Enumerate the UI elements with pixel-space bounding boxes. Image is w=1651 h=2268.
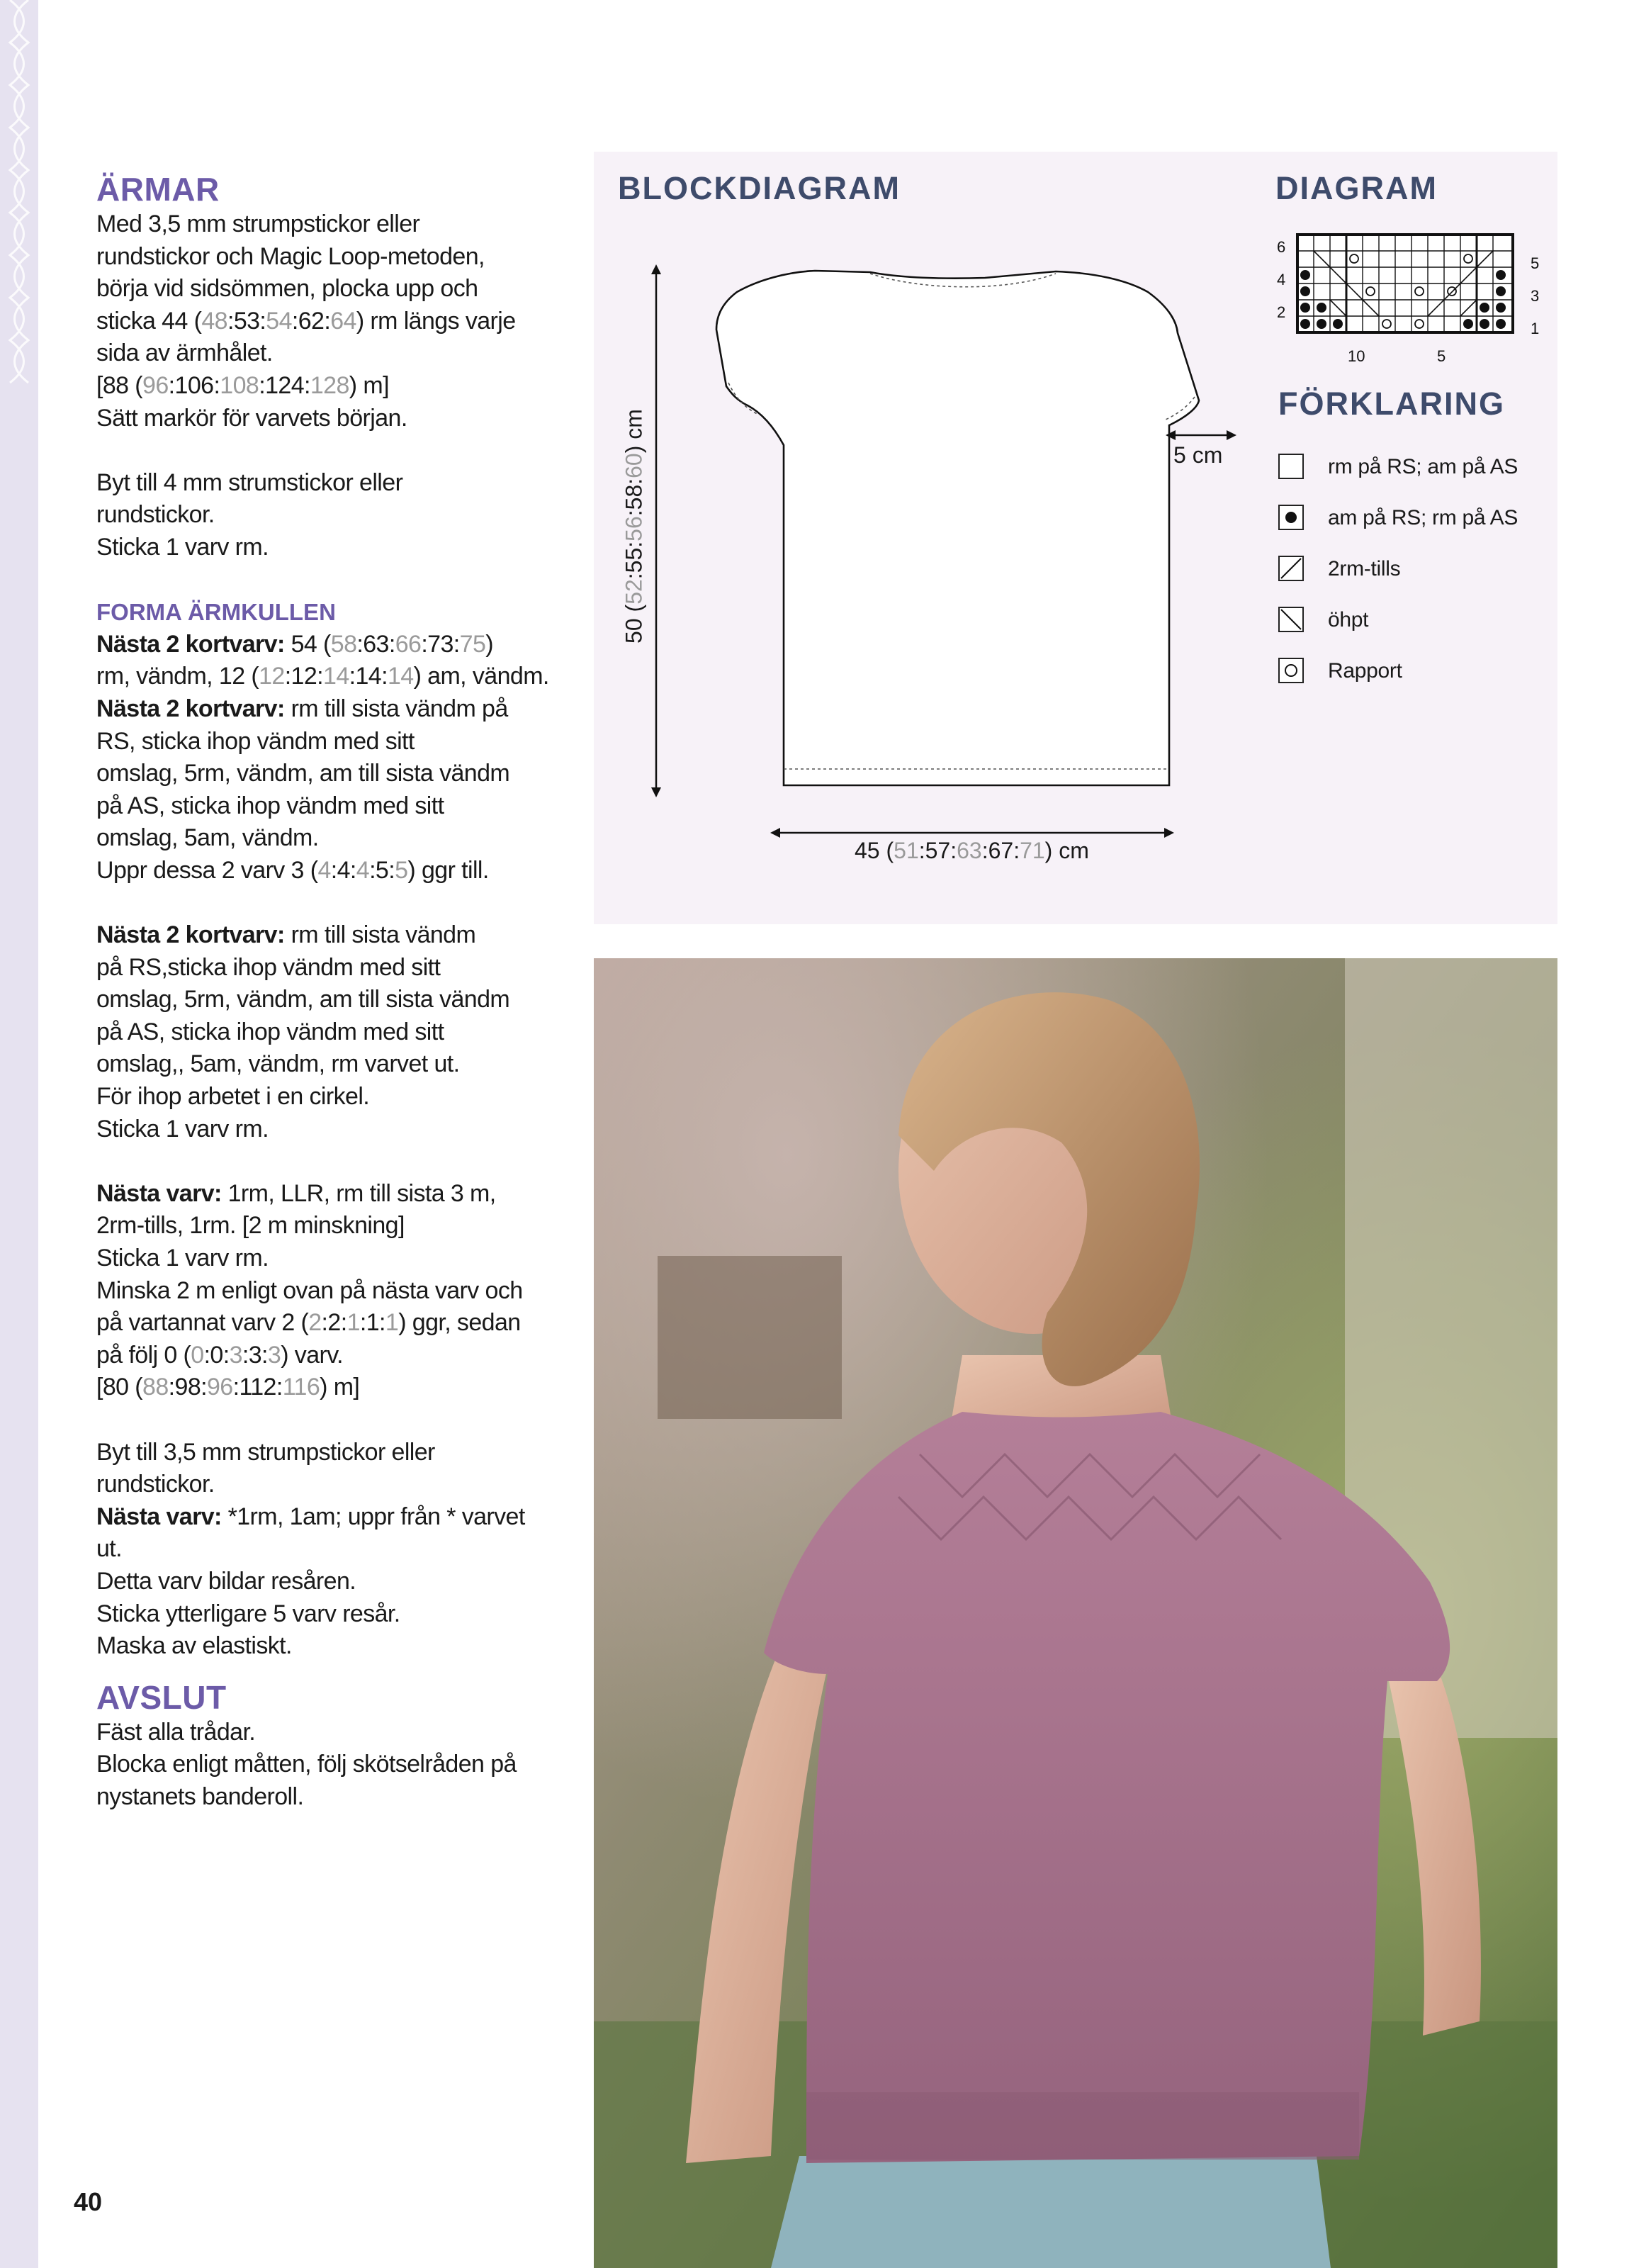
size-line: sticka 44 (48:53:54:62:64) rm längs varje <box>96 307 516 335</box>
page-number: 40 <box>74 2187 103 2216</box>
column-number: 5 <box>1437 347 1446 365</box>
sweater-outline <box>716 271 1199 785</box>
open-circle-icon <box>1278 658 1304 683</box>
row-number: 1 <box>1531 320 1540 337</box>
subheading-forma-armkullen: FORMA ÄRMKULLEN <box>96 599 336 626</box>
empty-square-icon <box>1278 454 1304 479</box>
decrease-paragraph: Nästa varv: 1rm, LLR, rm till sista 3 m, 2rm-tills, 1rm. [2 m minskning] Sticka 1 varv rm. Minska 2 m enligt ovan på nästa varv och på vartannat varv 2 (2:2:1:1:1) ggr, sedan på följ 0 (0:0:3:3:3) varv. [80 (88:98:96:112:116) m] <box>96 1179 523 1401</box>
ribbing-paragraph: Byt till 3,5 mm strumpstickor eller rundstickor. Nästa varv: *1rm, 1am; uppr från * varvet ut. Detta varv bildar resåren. Sticka ytterligare 5 varv resår. Maska av elastiskt. <box>96 1438 525 1660</box>
woman-wearing-knitted-top-image <box>594 958 1557 2268</box>
armar-paragraph-1: Med 3,5 mm strumpstickor eller rundstickor och Magic Loop-metoden, börja vid sidsömmen, plocka upp och sticka 44 (48:53:54:62:64) rm längs varje sida av ärmhålet. [88 (96:106:108:124:128) m] Sätt markör för varvets början. <box>96 208 564 434</box>
width-label: 45 (51:57:63:67:71) cm <box>855 838 1089 863</box>
row-number: 5 <box>1531 254 1540 272</box>
column-number: 10 <box>1348 347 1365 365</box>
section-heading-armar: ÄRMAR <box>96 171 220 208</box>
row-number: 6 <box>1277 238 1286 256</box>
blockdiagram-title: BLOCKDIAGRAM <box>618 170 901 206</box>
slash-left-icon <box>1278 607 1304 632</box>
filled-dot-icon <box>1278 505 1304 530</box>
row-number: 2 <box>1277 303 1286 321</box>
row-number: 3 <box>1531 287 1540 305</box>
slash-right-icon <box>1278 556 1304 581</box>
section-heading-avslut: AVSLUT <box>96 1678 227 1716</box>
size-line: [88 (96:106:108:124:128) m] <box>96 371 389 399</box>
legend-title: FÖRKLARING <box>1278 386 1505 422</box>
row-number: 4 <box>1277 271 1286 288</box>
knitting-chart <box>1261 227 1545 376</box>
avslut-paragraph: Fäst alla trådar. Blocka enligt måtten, följ skötselråden på nystanets banderoll. <box>96 1718 517 1810</box>
model-photo <box>594 958 1557 2268</box>
shortrow-paragraph: Nästa 2 kortvarv: rm till sista vändm på RS,sticka ihop vändm med sitt omslag, 5rm, vändm, am till sista vändm på AS, sticka ihop vändm med sitt omslag,, 5am, vändm, rm varvet ut. För ihop arbetet i en cirkel. Sticka 1 varv rm. <box>96 921 510 1143</box>
forma-paragraph: Nästa 2 kortvarv: 54 (58:63:66:73:75) rm, vändm, 12 (12:12:14:14:14) am, vändm. Nästa 2 kortvarv: rm till sista vändm på RS, sticka ihop vändm med sitt omslag, 5rm, vändm, am till sista vändm på AS, sticka ihop vändm med sitt omslag, 5am, vändm. Uppr dessa 2 varv 3 (4:4:4:5:5) ggr till. <box>96 630 549 884</box>
armar-paragraph-2: Byt till 4 mm strumstickor eller rundstickor. Sticka 1 varv rm. <box>96 468 403 561</box>
sleeve-width-label: 5 cm <box>1173 442 1223 468</box>
chart-title: DIAGRAM <box>1275 170 1438 206</box>
